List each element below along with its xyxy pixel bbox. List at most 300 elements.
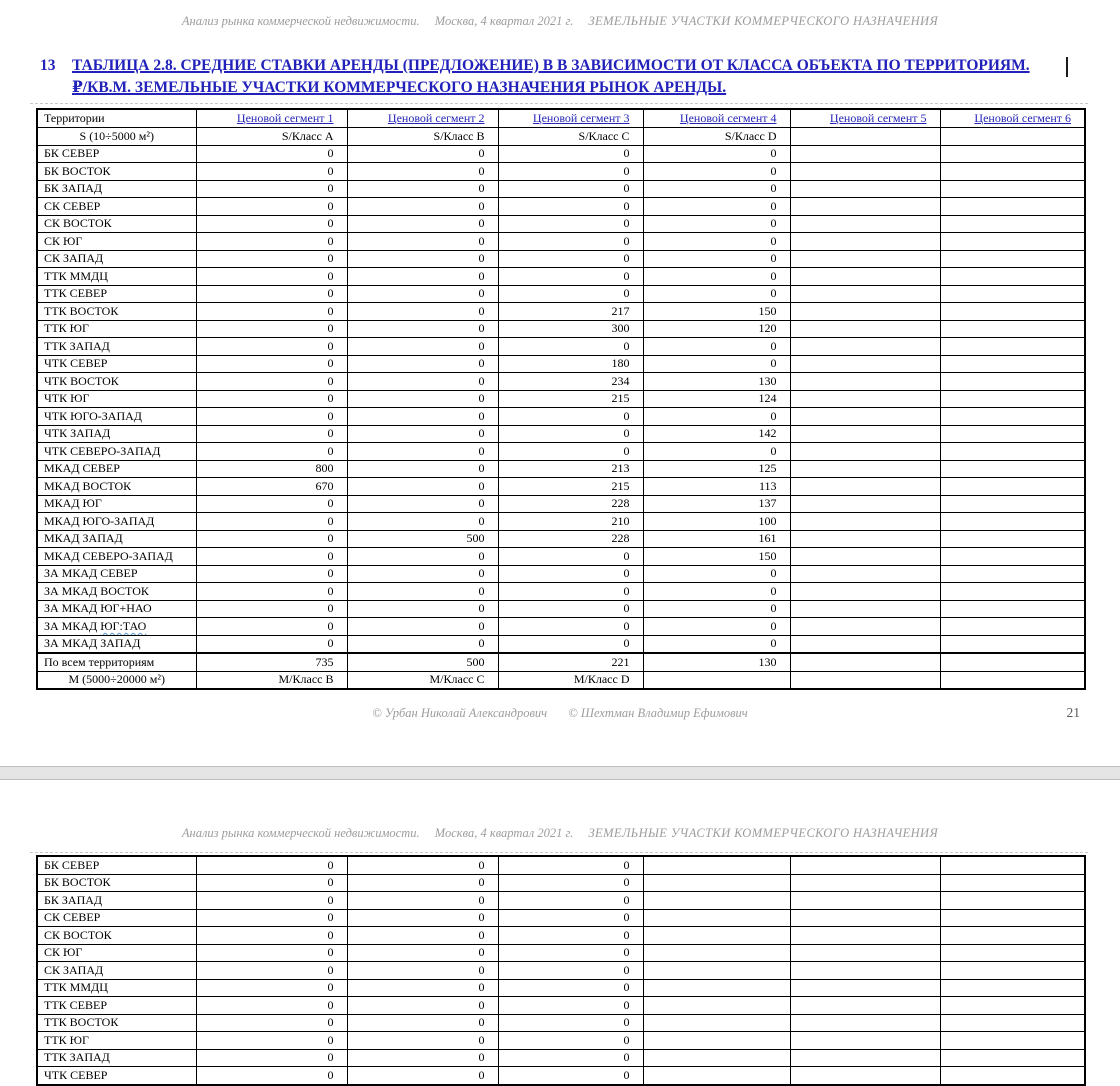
value-cell [790,180,940,198]
row-label: ТТК ЮГ [37,320,196,338]
table-row [37,250,1085,268]
row-label: ЧТК ЮГ [37,390,196,408]
value-cell [790,979,940,997]
value-cell: М/Класс C [347,671,498,689]
row-label: ЧТК ЮГО-ЗАПАД [37,408,196,426]
row-label: По всем территориям [37,653,196,671]
row-label: ЗА МКАД СЕВЕР [37,565,196,583]
value-cell [940,635,1085,653]
table-row [37,874,1085,892]
value-cell [790,997,940,1015]
value-cell [940,962,1085,980]
table-row [37,128,1085,146]
value-cell: 124 [643,390,790,408]
row-label: МКАД ЗАПАД [37,530,196,548]
value-cell [940,163,1085,181]
value-cell [790,145,940,163]
value-cell: М/Класс D [498,671,643,689]
value-cell [790,373,940,391]
value-cell: 0 [347,460,498,478]
header-city-quarter: Москва, 4 квартал 2021 г. [434,14,574,28]
value-cell: 0 [498,443,643,461]
value-cell: 0 [196,600,347,618]
value-cell [940,1014,1085,1032]
value-cell: 0 [643,198,790,216]
value-cell: 0 [196,927,347,945]
value-cell: 0 [643,600,790,618]
value-cell: 0 [196,513,347,531]
table-row [37,944,1085,962]
value-cell: 0 [196,583,347,601]
value-cell [643,874,790,892]
value-cell: 0 [498,962,643,980]
value-cell: 0 [498,233,643,251]
value-cell: 0 [498,874,643,892]
value-cell: 0 [643,268,790,286]
value-cell: 0 [498,997,643,1015]
table-row [37,909,1085,927]
value-cell [790,856,940,874]
value-cell [790,1049,940,1067]
value-cell: 150 [643,548,790,566]
value-cell [940,145,1085,163]
row-label: МКАД ВОСТОК [37,478,196,496]
value-cell [790,618,940,636]
value-cell: 0 [196,355,347,373]
value-cell: 0 [498,856,643,874]
value-cell [940,180,1085,198]
table-row [37,530,1085,548]
value-cell: 234 [498,373,643,391]
row-label: ЧТК ЗАПАД [37,425,196,443]
table-row [37,390,1085,408]
value-cell: 0 [498,1067,643,1085]
value-cell: 0 [643,583,790,601]
value-cell [790,530,940,548]
value-cell [790,303,940,321]
value-cell: 0 [347,495,498,513]
value-cell [790,268,940,286]
value-cell: 0 [498,635,643,653]
row-label: СК ЗАПАД [37,250,196,268]
value-cell: 0 [196,1049,347,1067]
value-cell [790,944,940,962]
row-label: СК СЕВЕР [37,909,196,927]
value-cell: 0 [347,583,498,601]
value-cell: 0 [347,635,498,653]
value-cell: 0 [347,303,498,321]
value-cell: 0 [498,583,643,601]
value-cell: 0 [196,495,347,513]
value-cell [643,892,790,910]
row-label: МКАД СЕВЕРО-ЗАПАД [37,548,196,566]
value-cell [643,944,790,962]
price-segment-link[interactable]: Ценовой сегмент 3 [532,111,630,125]
table-row [37,215,1085,233]
value-cell: 0 [643,250,790,268]
value-cell [940,390,1085,408]
row-label: СК ВОСТОК [37,927,196,945]
value-cell [790,478,940,496]
value-cell [643,1049,790,1067]
value-cell: 0 [347,198,498,216]
value-cell: 0 [196,530,347,548]
table-row [37,495,1085,513]
value-cell: 0 [498,163,643,181]
value-cell [790,513,940,531]
table-row [37,1067,1085,1085]
row-label: ТТК ЗАПАД [37,1049,196,1067]
value-cell [790,215,940,233]
value-cell: 217 [498,303,643,321]
value-cell: 180 [498,355,643,373]
value-cell: 500 [347,530,498,548]
value-cell [790,671,940,689]
value-cell: 0 [498,944,643,962]
value-cell [940,320,1085,338]
value-cell [790,408,940,426]
header-report-name: Анализ рынка коммерческой недвижимости. [181,14,420,28]
value-cell: 120 [643,320,790,338]
value-cell [790,233,940,251]
value-cell [940,495,1085,513]
territory-column-header: Территории [37,109,196,128]
value-cell [940,671,1085,689]
row-label: СК ВОСТОК [37,215,196,233]
value-cell: 0 [347,233,498,251]
value-cell: 0 [643,355,790,373]
row-label: ТТК ВОСТОК [37,303,196,321]
value-cell [940,513,1085,531]
value-cell: 670 [196,478,347,496]
row-label: БК ВОСТОК [37,874,196,892]
value-cell [940,425,1085,443]
value-cell [940,653,1085,671]
value-cell [940,408,1085,426]
value-cell: 0 [498,198,643,216]
table-row [37,618,1085,636]
row-label: ЗА МКАД ВОСТОК [37,583,196,601]
value-cell: 0 [196,233,347,251]
row-label: СК ЗАПАД [37,962,196,980]
header-section-name: ЗЕМЕЛЬНЫЕ УЧАСТКИ КОММЕРЧЕСКОГО НАЗНАЧЕНИЯ [588,826,939,840]
value-cell: 0 [196,373,347,391]
value-cell: 0 [196,163,347,181]
segment-column-header [196,109,347,128]
value-cell: 0 [347,145,498,163]
value-cell: 0 [643,215,790,233]
row-label: СК СЕВЕР [37,198,196,216]
row-label: БК СЕВЕР [37,145,196,163]
table-row [37,856,1085,874]
value-cell: 0 [498,927,643,945]
value-cell: 0 [643,443,790,461]
row-label: ЧТК СЕВЕРО-ЗАПАД [37,443,196,461]
value-cell: 0 [347,373,498,391]
value-cell [940,198,1085,216]
value-cell [940,338,1085,356]
row-label: БК ЗАПАД [37,180,196,198]
value-cell: 0 [643,285,790,303]
table-row [37,671,1085,689]
table-row [37,163,1085,181]
value-cell: 0 [196,268,347,286]
value-cell: 0 [347,180,498,198]
value-cell: 0 [643,163,790,181]
price-segment-link[interactable]: Ценовой сегмент 4 [679,111,777,125]
value-cell: 0 [347,285,498,303]
value-cell: 228 [498,530,643,548]
table-row [37,600,1085,618]
value-cell [940,1049,1085,1067]
value-cell: 0 [347,443,498,461]
value-cell: 0 [196,565,347,583]
value-cell: 0 [347,338,498,356]
value-cell [790,250,940,268]
value-cell: 0 [643,338,790,356]
value-cell: 0 [347,355,498,373]
table-caption [72,55,1082,98]
row-label: МКАД СЕВЕР [37,460,196,478]
row-label: МКАД ЮГ [37,495,196,513]
value-cell: 0 [498,892,643,910]
value-cell: 0 [347,320,498,338]
row-label: ЧТК СЕВЕР [37,355,196,373]
value-cell: 0 [347,1014,498,1032]
value-cell: 0 [196,1032,347,1050]
value-cell [790,1067,940,1085]
value-cell [940,1067,1085,1085]
value-cell [790,128,940,146]
value-cell [643,671,790,689]
value-cell: 0 [347,163,498,181]
value-cell [790,909,940,927]
value-cell [940,268,1085,286]
value-cell: 0 [498,285,643,303]
value-cell: 0 [347,874,498,892]
row-label: ТТК ЗАПАД [37,338,196,356]
value-cell: S/Класс C [498,128,643,146]
value-cell: 735 [196,653,347,671]
text-cursor [1066,57,1068,77]
document-footer [0,706,1120,721]
row-label: ЗА МКАД ЗАПАД [37,635,196,653]
row-label: S (10÷5000 м²) [37,128,196,146]
value-cell: 0 [196,635,347,653]
value-cell [940,565,1085,583]
value-cell: 0 [347,1049,498,1067]
value-cell: 0 [347,600,498,618]
price-segment-link[interactable]: Ценовой сегмент 5 [829,111,927,125]
value-cell [940,944,1085,962]
table-row [37,425,1085,443]
value-cell [940,373,1085,391]
value-cell [940,979,1085,997]
faint-dashed-rule [30,103,1088,104]
value-cell: 215 [498,478,643,496]
page-separator [0,766,1120,780]
value-cell [940,250,1085,268]
value-cell: 0 [196,979,347,997]
row-label: МКАД ЮГО-ЗАПАД [37,513,196,531]
value-cell: 0 [498,180,643,198]
value-cell [643,1014,790,1032]
table-row [37,653,1085,671]
value-cell [790,892,940,910]
value-cell [790,425,940,443]
value-cell: 100 [643,513,790,531]
value-cell [643,997,790,1015]
table-row [37,460,1085,478]
price-segment-link[interactable]: Ценовой сегмент 1 [236,111,334,125]
value-cell: 0 [196,390,347,408]
table-row [37,373,1085,391]
value-cell [940,443,1085,461]
value-cell: 0 [347,268,498,286]
header-city-quarter: Москва, 4 квартал 2021 г. [434,826,574,840]
value-cell [790,1014,940,1032]
value-cell: S/Класс B [347,128,498,146]
value-cell: 0 [347,513,498,531]
value-cell [790,338,940,356]
value-cell: 0 [347,944,498,962]
value-cell: 0 [196,997,347,1015]
value-cell [940,233,1085,251]
table-row [37,892,1085,910]
table-caption-line1[interactable]: ТАБЛИЦА 2.8. СРЕДНИЕ СТАВКИ АРЕНДЫ (ПРЕДЛОЖЕНИЕ) В В ЗАВИСИМОСТИ ОТ КЛАССА ОБЪЕКТА ПО ТЕРРИТОРИЯМ. [72,57,1030,74]
value-cell [790,198,940,216]
table-row [37,320,1085,338]
value-cell: 0 [347,478,498,496]
row-label: ТТК СЕВЕР [37,285,196,303]
row-label: М (5000÷20000 м²) [37,671,196,689]
value-cell: 0 [347,548,498,566]
value-cell [940,618,1085,636]
table-row [37,927,1085,945]
page-number: 21 [1066,705,1080,720]
value-cell [790,390,940,408]
value-cell: 0 [347,565,498,583]
value-cell [790,565,940,583]
value-cell: 0 [498,979,643,997]
value-cell: 0 [643,408,790,426]
value-cell: 0 [347,997,498,1015]
value-cell [940,548,1085,566]
table-row [37,198,1085,216]
table-row [37,285,1085,303]
value-cell: 0 [498,600,643,618]
value-cell: 130 [643,653,790,671]
value-cell: 0 [643,565,790,583]
price-segment-link[interactable]: Ценовой сегмент 2 [387,111,485,125]
value-cell: 215 [498,390,643,408]
row-label: ТТК ММДЦ [37,268,196,286]
paragraph-number: 13 [40,57,56,74]
value-cell [790,927,940,945]
row-label: СК ЮГ [37,944,196,962]
value-cell: 0 [196,198,347,216]
value-cell [940,997,1085,1015]
value-cell: 0 [498,1049,643,1067]
copyright-author-2: © Шехтман Владимир Ефимович [568,706,748,720]
value-cell: 0 [498,618,643,636]
value-cell [940,460,1085,478]
value-cell [790,285,940,303]
segment-column-header [643,109,790,128]
value-cell: 0 [498,1032,643,1050]
value-cell: 0 [196,874,347,892]
row-label: ТТК ЮГ [37,1032,196,1050]
value-cell [790,163,940,181]
value-cell: 0 [498,145,643,163]
value-cell: 142 [643,425,790,443]
value-cell: 0 [196,250,347,268]
value-cell: 0 [643,635,790,653]
value-cell [940,303,1085,321]
price-segment-link[interactable]: Ценовой сегмент 6 [974,111,1071,125]
value-cell: 0 [347,856,498,874]
value-cell: 0 [347,1067,498,1085]
rent-rates-table-page1 [36,108,1086,690]
table-row [37,145,1085,163]
value-cell: 0 [498,1014,643,1032]
value-cell: 150 [643,303,790,321]
value-cell [790,460,940,478]
table-row [37,635,1085,653]
value-cell [940,583,1085,601]
table-row [37,338,1085,356]
value-cell [940,874,1085,892]
table-row [37,1049,1085,1067]
table-row [37,268,1085,286]
segment-column-header [498,109,643,128]
value-cell: 137 [643,495,790,513]
value-cell: 0 [196,338,347,356]
value-cell: 0 [498,909,643,927]
value-cell: М/Класс B [196,671,347,689]
value-cell: 0 [498,250,643,268]
value-cell [790,1032,940,1050]
value-cell [940,909,1085,927]
value-cell: 0 [347,892,498,910]
value-cell: 0 [347,979,498,997]
table-caption-line2[interactable]: ₽/КВ.М. ЗЕМЕЛЬНЫЕ УЧАСТКИ КОММЕРЧЕСКОГО НАЗНАЧЕНИЯ РЫНОК АРЕНДЫ. [72,78,727,96]
table-row [37,513,1085,531]
table-row [37,1032,1085,1050]
value-cell: 0 [196,856,347,874]
value-cell [790,962,940,980]
value-cell: 800 [196,460,347,478]
value-cell: 0 [196,1067,347,1085]
value-cell: 0 [643,180,790,198]
value-cell: S/Класс A [196,128,347,146]
value-cell: 0 [347,390,498,408]
value-cell: 0 [196,892,347,910]
value-cell: 113 [643,478,790,496]
value-cell: 0 [196,962,347,980]
value-cell [790,355,940,373]
value-cell: 0 [643,618,790,636]
value-cell: 0 [498,548,643,566]
value-cell: 130 [643,373,790,391]
value-cell: 0 [196,320,347,338]
value-cell: 0 [196,944,347,962]
value-cell: 0 [347,250,498,268]
value-cell: 0 [196,285,347,303]
value-cell [643,856,790,874]
value-cell: 0 [498,425,643,443]
value-cell [940,128,1085,146]
